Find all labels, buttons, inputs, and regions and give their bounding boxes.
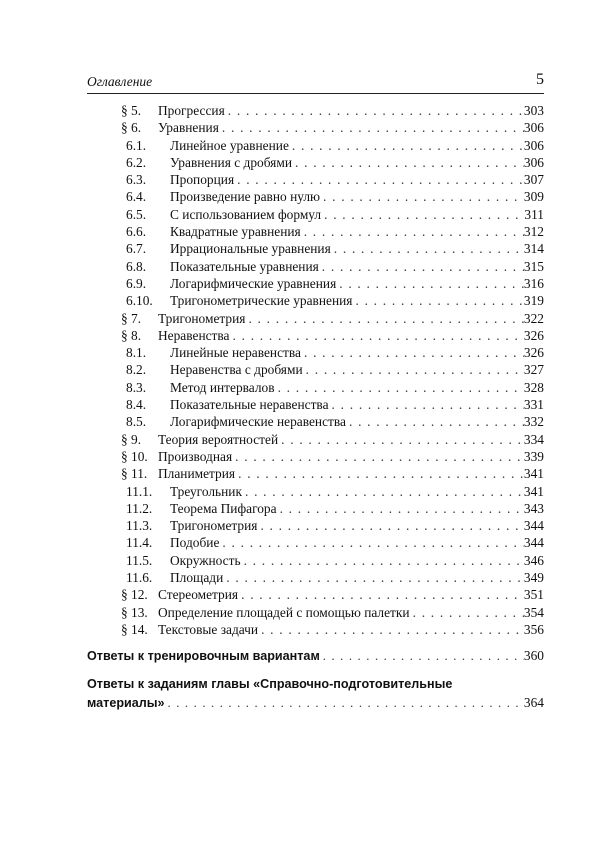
toc-answers-training-entry [0, 647, 607, 665]
toc-entry-number: § 8. [121, 327, 142, 343]
dot-leader [349, 413, 524, 430]
dot-leader [226, 569, 524, 586]
toc-entry-number: 6.7. [126, 241, 147, 257]
toc-entry-title: Линейные неравенства [170, 344, 304, 361]
toc-entry-number: 6.2. [126, 154, 147, 170]
toc-entry-title: Иррациональные уравнения [170, 240, 334, 257]
dot-leader [241, 586, 524, 603]
toc-subsection-entry [0, 552, 607, 569]
dot-leader [334, 240, 524, 257]
toc-entry-leader-line [170, 552, 544, 569]
toc-entry-page: 306 [523, 154, 544, 170]
toc-entry-page: 364 [523, 695, 544, 711]
toc-entry-page: 349 [523, 570, 544, 586]
toc-entry-page: 311 [524, 206, 544, 222]
toc-entry-number: 6.4. [126, 189, 147, 205]
running-header [87, 73, 544, 94]
toc-entry-leader-line [158, 119, 544, 136]
toc-entry-page: 344 [523, 535, 544, 551]
dot-leader [248, 310, 523, 327]
dot-leader [306, 361, 524, 378]
toc-entry-page: 327 [523, 362, 544, 378]
toc-entry-title: Треугольник [170, 483, 245, 500]
page-number: 5 [536, 71, 544, 88]
toc-entry-page: 346 [523, 552, 544, 568]
toc-subsection-entry [0, 396, 607, 413]
dot-leader [245, 483, 524, 500]
dot-leader [292, 137, 524, 154]
toc-entry-leader-line [87, 647, 544, 666]
dot-leader [355, 292, 523, 309]
toc-entry-leader-line [170, 569, 544, 586]
toc-subsection-entry [0, 154, 607, 171]
toc-entry-leader-line [170, 171, 544, 188]
toc-entry-title: Произведение равно нулю [170, 188, 323, 205]
toc-subsection-entry [0, 413, 607, 430]
dot-leader [260, 517, 523, 534]
toc-section-entry [0, 310, 607, 327]
toc-entry-title: Ответы к тренировочным вариантам [87, 648, 323, 666]
toc-entry-title: Ответы к заданиям главы «Справочно-подготовительные [87, 677, 453, 692]
toc-entry-page: 309 [523, 189, 544, 205]
toc-entry-number: § 13. [121, 604, 148, 620]
toc-entry-leader-line [158, 604, 544, 621]
toc-subsection-entry [0, 206, 607, 223]
toc-entry-number: 11.6. [126, 570, 153, 586]
toc-entry-page: 307 [523, 172, 544, 188]
toc-entry-page: 306 [523, 120, 544, 136]
toc-entry-number: § 10. [121, 448, 148, 464]
table-of-contents [0, 102, 607, 712]
toc-entry-leader-line [170, 379, 544, 396]
toc-section-entry [0, 102, 607, 119]
toc-entry-leader-line [158, 102, 544, 119]
toc-subsection-entry [0, 258, 607, 275]
toc-entry-title: Тригонометрические уравнения [170, 292, 355, 309]
dot-leader [222, 534, 523, 551]
toc-entry-leader-line [158, 431, 544, 448]
toc-entry-number: 8.2. [126, 362, 147, 378]
toc-entry-leader-line [158, 586, 544, 603]
dot-leader [323, 188, 524, 205]
toc-entry-title: Площади [170, 569, 226, 586]
toc-section-entry [0, 586, 607, 603]
toc-entry-title: Производная [158, 448, 235, 465]
toc-entry-title: Показательные уравнения [170, 258, 322, 275]
toc-subsection-entry [0, 500, 607, 517]
toc-answers-reference-entry-line2 [0, 694, 607, 712]
toc-entry-title: Показательные неравенства [170, 396, 332, 413]
toc-entry-number: 6.1. [126, 137, 147, 153]
dot-leader [278, 379, 524, 396]
dot-leader [304, 223, 524, 240]
toc-entry-title: Неравенства с дробями [170, 361, 306, 378]
toc-entry-page: 312 [523, 224, 544, 240]
toc-entry-page: 326 [523, 327, 544, 343]
toc-entry-leader-line [158, 448, 544, 465]
toc-entry-page: 316 [523, 275, 544, 291]
toc-entry-title: Тригонометрия [158, 310, 248, 327]
toc-entry-title: Квадратные уравнения [170, 223, 304, 240]
toc-entry-title: Тригонометрия [170, 517, 260, 534]
toc-entry-leader-line [170, 534, 544, 551]
toc-entry-title: Линейное уравнение [170, 137, 292, 154]
toc-entry-leader-line [170, 361, 544, 378]
toc-entry-number: 8.4. [126, 397, 147, 413]
running-header-title: Оглавление [87, 74, 153, 89]
toc-entry-number: § 12. [121, 587, 148, 603]
toc-entry-page: 315 [523, 258, 544, 274]
toc-subsection-entry [0, 171, 607, 188]
toc-entry-title: Метод интервалов [170, 379, 278, 396]
toc-entry-leader-line [170, 517, 544, 534]
toc-subsection-entry [0, 517, 607, 534]
toc-subsection-entry [0, 240, 607, 257]
toc-subsection-entry [0, 344, 607, 361]
dot-leader [295, 154, 524, 171]
toc-entry-page: 326 [523, 345, 544, 361]
toc-entry-page: 319 [523, 293, 544, 309]
toc-subsection-entry [0, 292, 607, 309]
toc-entry-number: 6.9. [126, 275, 147, 291]
toc-entry-number: § 11. [121, 466, 148, 482]
toc-section-entry [0, 119, 607, 136]
toc-entry-leader-line [170, 188, 544, 205]
toc-entry-title: Теория вероятностей [158, 431, 281, 448]
dot-leader [281, 431, 524, 448]
toc-entry-number: § 14. [121, 621, 148, 637]
toc-entry-page: 343 [523, 500, 544, 516]
toc-entry-title: Текстовые задачи [158, 621, 261, 638]
toc-entry-page: 303 [523, 103, 544, 118]
toc-entry-number: 11.2. [126, 500, 153, 516]
toc-entry-leader-line [170, 206, 544, 223]
toc-entry-title: Определение площадей с помощью палетки [158, 604, 413, 621]
toc-entry-leader-line [170, 500, 544, 517]
toc-subsection-entry [0, 534, 607, 551]
toc-entry-title: Стереометрия [158, 586, 241, 603]
toc-entry-leader-line [170, 292, 544, 309]
toc-entry-title: Уравнения [158, 119, 222, 136]
dot-leader [280, 500, 524, 517]
toc-subsection-entry [0, 188, 607, 205]
dot-leader [238, 465, 524, 482]
dot-leader [413, 604, 524, 621]
toc-entry-leader-line [170, 137, 544, 154]
toc-entry-page: 328 [523, 379, 544, 395]
toc-subsection-entry [0, 483, 607, 500]
toc-entry-leader-line [170, 275, 544, 292]
toc-subsection-entry [0, 223, 607, 240]
dot-leader [237, 171, 524, 188]
toc-entry-page: 341 [523, 483, 544, 499]
toc-section-entry [0, 327, 607, 344]
toc-entry-title: Окружность [170, 552, 244, 569]
toc-entry-leader-line [158, 621, 544, 638]
dot-leader [244, 552, 524, 569]
toc-entry-page: 354 [523, 604, 544, 620]
toc-section-entry [0, 621, 607, 638]
toc-subsection-entry [0, 137, 607, 154]
toc-entry-leader-line [87, 694, 544, 713]
toc-subsection-entry [0, 361, 607, 378]
toc-entry-number: 6.10. [126, 293, 153, 309]
toc-answers-reference-entry-line1 [0, 676, 607, 694]
toc-entry-title: Прогрессия [158, 102, 228, 119]
toc-entry-page: 344 [523, 518, 544, 534]
toc-entry-number: 11.1. [126, 483, 153, 499]
toc-entry-number: § 6. [121, 120, 142, 136]
toc-entry-title: Логарифмические уравнения [170, 275, 339, 292]
dot-leader [323, 648, 524, 666]
dot-leader [235, 448, 524, 465]
toc-entry-title: С использованием формул [170, 206, 324, 223]
dot-leader [168, 695, 524, 713]
toc-entry-number: 6.3. [126, 172, 147, 188]
toc-subsection-entry [0, 275, 607, 292]
toc-entry-title: Неравенства [158, 327, 233, 344]
dot-leader [222, 119, 524, 136]
toc-section-entry [0, 431, 607, 448]
toc-entry-leader-line [158, 327, 544, 344]
toc-entry-page: 341 [523, 466, 544, 482]
toc-entry-number: § 9. [121, 431, 142, 447]
toc-entry-leader-line [170, 413, 544, 430]
toc-entry-leader-line [170, 396, 544, 413]
toc-entry-number: 8.1. [126, 345, 147, 361]
dot-leader [322, 258, 524, 275]
toc-entry-title: Теорема Пифагора [170, 500, 280, 517]
toc-entry-number: § 5. [121, 103, 142, 118]
toc-entry-page: 360 [523, 648, 544, 664]
toc-entry-page: 322 [523, 310, 544, 326]
toc-entry-number: 6.5. [126, 206, 147, 222]
toc-subsection-entry [0, 379, 607, 396]
toc-entry-page: 334 [523, 431, 544, 447]
toc-entry-leader-line [170, 240, 544, 257]
dot-leader [261, 621, 524, 638]
toc-entry-title: Логарифмические неравенства [170, 413, 349, 430]
dot-leader [324, 206, 524, 223]
toc-entry-number: § 7. [121, 310, 142, 326]
toc-entry-leader-line [170, 483, 544, 500]
toc-entry-leader-line [170, 258, 544, 275]
toc-entry-title: Планиметрия [158, 465, 238, 482]
toc-entry-page: 314 [523, 241, 544, 257]
toc-entry-leader-line [158, 465, 544, 482]
toc-section-entry [0, 465, 607, 482]
toc-entry-leader-line [170, 344, 544, 361]
toc-subsection-entry [0, 569, 607, 586]
toc-entry-page: 306 [523, 137, 544, 153]
toc-section-entry [0, 448, 607, 465]
toc-entry-number: 11.5. [126, 552, 153, 568]
toc-entry-leader-line [170, 154, 544, 171]
dot-leader [233, 327, 524, 344]
toc-entry-number: 6.6. [126, 224, 147, 240]
toc-entry-number: 11.4. [126, 535, 153, 551]
toc-entry-page: 332 [523, 414, 544, 430]
toc-section-entry [0, 604, 607, 621]
toc-entry-title-continued: материалы» [87, 695, 168, 713]
toc-entry-number: 11.3. [126, 518, 153, 534]
toc-entry-page: 339 [523, 448, 544, 464]
toc-entry-title: Уравнения с дробями [170, 154, 295, 171]
toc-entry-leader-line [158, 310, 544, 327]
toc-entry-number: 8.5. [126, 414, 147, 430]
dot-leader [339, 275, 524, 292]
dot-leader [304, 344, 524, 361]
toc-entry-page: 351 [523, 587, 544, 603]
toc-entry-leader-line [170, 223, 544, 240]
toc-entry-page: 331 [523, 397, 544, 413]
toc-entry-number: 6.8. [126, 258, 147, 274]
toc-entry-title: Подобие [170, 534, 222, 551]
dot-leader [332, 396, 524, 413]
toc-entry-page: 356 [523, 621, 544, 637]
toc-entry-number: 8.3. [126, 379, 147, 395]
dot-leader [228, 102, 524, 119]
toc-entry-title: Пропорция [170, 171, 237, 188]
